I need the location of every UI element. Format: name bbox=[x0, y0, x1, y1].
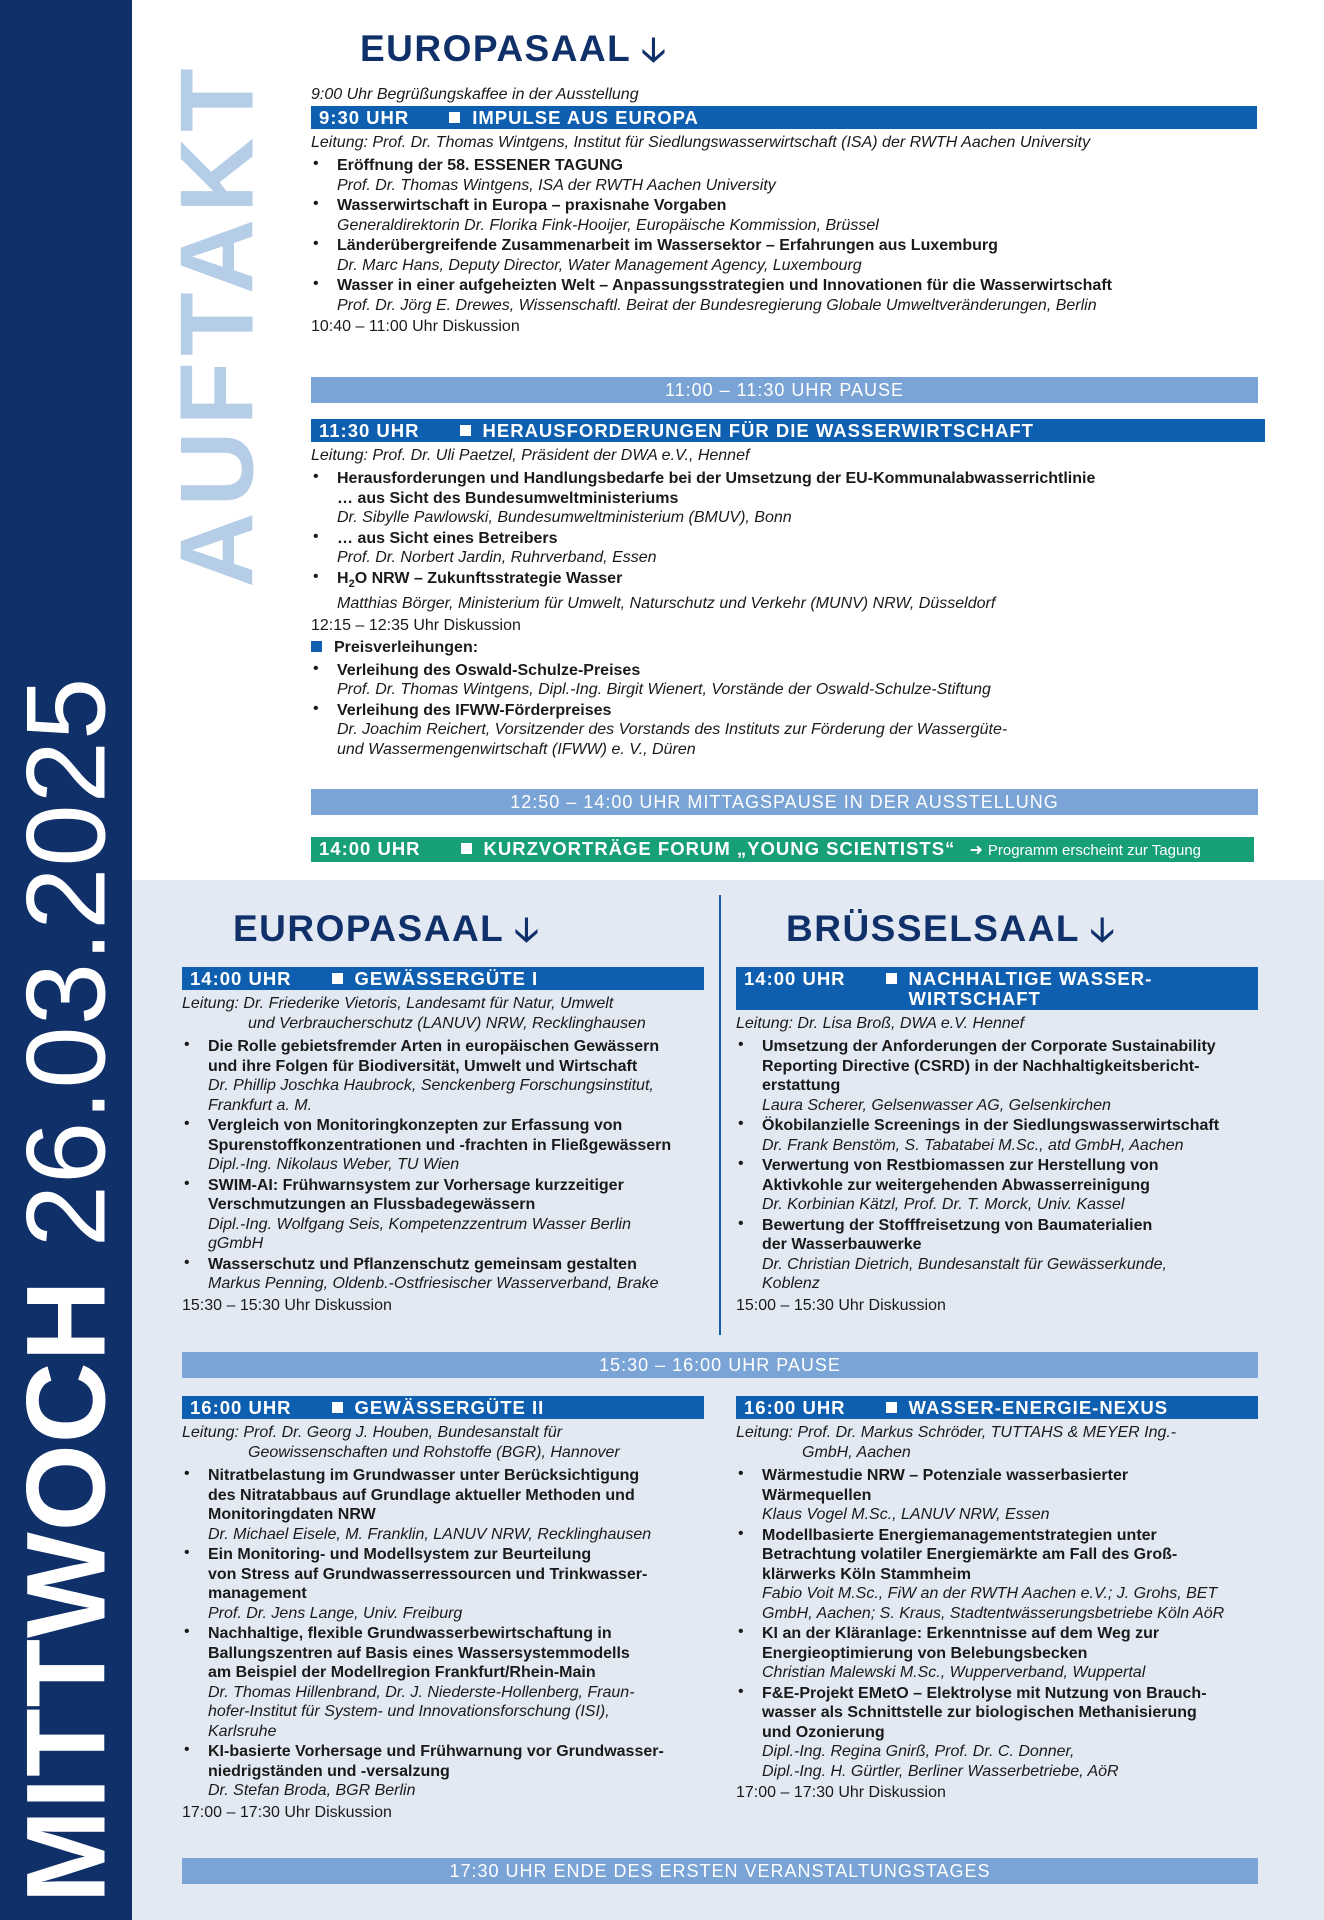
sidebar bbox=[0, 0, 132, 1920]
room-name: BRÜSSELSAAL bbox=[786, 908, 1081, 949]
talk-title: • Nachhaltige, flexible Grundwasserbewirtschaftung in bbox=[208, 1625, 612, 1642]
room-name: EUROPASAAL bbox=[360, 28, 632, 69]
talk-item bbox=[182, 1255, 704, 1294]
session-time: 14:00 UHR bbox=[190, 968, 292, 989]
talk-speaker: GmbH, Aachen; S. Kraus, Stadtentwässerungsbetriebe Köln AöR bbox=[762, 1604, 1225, 1622]
talk-speaker: Dr. Christian Dietrich, Bundesanstalt für Gewässerkunde, bbox=[762, 1255, 1167, 1273]
talk-speaker: Dr. Frank Benstöm, S. Tabatabei M.Sc., atd GmbH, Aachen bbox=[762, 1136, 1184, 1154]
discussion-time: 17:00 – 17:30 Uhr Diskussion bbox=[182, 1803, 392, 1821]
session-chair bbox=[182, 994, 704, 1034]
talk-title: Spurenstoffkonzentrationen und -frachten in Fließgewässern bbox=[208, 1136, 672, 1154]
h2o-h: H bbox=[337, 569, 349, 587]
talk-item bbox=[182, 1037, 704, 1115]
session-time: 14:00 UHR bbox=[744, 968, 846, 989]
talk-title: • Wasserschutz und Pflanzenschutz gemeinsam gestalten bbox=[208, 1255, 637, 1273]
talk-title: • Modellbasierte Energiemanagementstrategien unter bbox=[762, 1526, 1157, 1544]
prize-speaker-cont: und Wassermengenwirtschaft (IFWW) e. V., Düren bbox=[337, 740, 696, 758]
session-chair: Leitung: Dr. Lisa Broß, DWA e.V. Hennef bbox=[736, 1015, 1025, 1032]
h2o-rest: O NRW – Zukunftsstrategie Wasser bbox=[354, 569, 623, 587]
session-bar bbox=[182, 967, 704, 990]
talk-speaker: Dipl.-Ing. Wolfgang Seis, Kompetenzzentrum Wasser Berlin bbox=[208, 1215, 631, 1233]
talk-item bbox=[182, 1742, 704, 1801]
talk-title: und ihre Folgen für Biodiversität, Umwelt und Wirtschaft bbox=[208, 1057, 638, 1075]
sidebar-date-label bbox=[2, 677, 131, 1904]
square-icon bbox=[332, 1402, 343, 1413]
talk-item bbox=[736, 1216, 1258, 1294]
session-time: 9:30 UHR bbox=[319, 107, 410, 128]
talk-title: Betrachtung volatiler Energiemärkte am Fall des Groß- bbox=[762, 1546, 1178, 1563]
program-note: Programm erscheint zur Tagung bbox=[987, 842, 1202, 859]
square-icon bbox=[332, 973, 343, 984]
talk-item bbox=[736, 1684, 1258, 1782]
discussion-time: 12:15 – 12:35 Uhr Diskussion bbox=[311, 616, 521, 634]
talk-title: von Stress auf Grundwasserressourcen und Trinkwasser- bbox=[208, 1565, 648, 1583]
session-bar bbox=[736, 1396, 1258, 1419]
session-time: 11:30 UHR bbox=[319, 420, 420, 441]
talk-speaker: Prof. Dr. Thomas Wintgens, ISA der RWTH Aachen University bbox=[337, 176, 776, 194]
talk-speaker: Matthias Börger, Ministerium für Umwelt, Naturschutz und Verkehr (MUNV) NRW, Düsseldorf bbox=[337, 595, 996, 613]
talk-speaker: Koblenz bbox=[762, 1275, 820, 1292]
talk-speaker: Dipl.-Ing. Nikolaus Weber, TU Wien bbox=[208, 1156, 460, 1173]
talk-speaker: Dr. Michael Eisele, M. Franklin, LANUV NRW, Recklinghausen bbox=[208, 1525, 652, 1543]
session-chair bbox=[182, 1423, 704, 1463]
talk-speaker: Dipl.-Ing. Regina Gnirß, Prof. Dr. C. Donner, bbox=[762, 1743, 1075, 1760]
chair-line: Leitung: Prof. Dr. Markus Schröder, TUTTAHS & MEYER Ing.- bbox=[736, 1424, 1177, 1441]
weekday: MITTWOCH bbox=[3, 1279, 129, 1904]
talk-item bbox=[311, 236, 1257, 275]
talk-title: • Ökobilanzielle Screenings in der Siedlungswasserwirtschaft bbox=[762, 1117, 1220, 1134]
talk-title: Reporting Directive (CSRD) in der Nachhaltigkeitsbericht- bbox=[762, 1057, 1200, 1075]
talk-speaker: Generaldirektorin Dr. Florika Fink-Hooijer, Europäische Kommission, Brüssel bbox=[337, 216, 879, 234]
talk-list bbox=[311, 469, 1265, 614]
session-chair: Leitung: Prof. Dr. Thomas Wintgens, Institut für Siedlungswasserwirtschaft (ISA) der RWTH Aachen University bbox=[311, 134, 1091, 151]
session-time: 16:00 UHR bbox=[190, 1397, 292, 1418]
talk-item bbox=[311, 469, 1265, 528]
talk-title: • Eröffnung der 58. ESSENER TAGUNG bbox=[337, 157, 623, 174]
talk-speaker: Dipl.-Ing. H. Gürtler, Berliner Wasserbetriebe, AöR bbox=[762, 1762, 1119, 1780]
chair-line: Leitung: Dr. Friederike Vietoris, Landesamt für Natur, Umwelt bbox=[182, 995, 614, 1012]
talk-item bbox=[311, 156, 1257, 195]
talk-item bbox=[311, 196, 1257, 235]
talk-title: • Die Rolle gebietsfremder Arten in europäischen Gewässern bbox=[208, 1038, 660, 1055]
event-date: 26.03.2025 bbox=[3, 676, 129, 1248]
talk-title: der Wasserbauwerke bbox=[762, 1236, 922, 1253]
talk-title: des Nitratabbaus auf Grundlage aktueller Methoden und bbox=[208, 1486, 635, 1504]
prize-title: • Verleihung des Oswald-Schulze-Preises bbox=[337, 661, 641, 679]
talk-speaker: Dr. Marc Hans, Deputy Director, Water Management Agency, Luxembourg bbox=[337, 256, 862, 274]
talk-list bbox=[736, 1037, 1258, 1294]
talk-title: • Wasser in einer aufgeheizten Welt – Anpassungsstrategien und Innovationen für die Wasserwirtschaft bbox=[337, 277, 1112, 294]
welcome-coffee: 9:00 Uhr Begrüßungskaffee in der Ausstellung bbox=[311, 86, 639, 103]
square-icon bbox=[886, 973, 897, 984]
prize-speaker: Prof. Dr. Thomas Wintgens, Dipl.-Ing. Birgit Wienert, Vorstände der Oswald-Schulze-Stiftung bbox=[337, 681, 991, 699]
session-bar bbox=[182, 1396, 704, 1419]
talk-speaker: Prof. Dr. Norbert Jardin, Ruhrverband, Essen bbox=[337, 549, 657, 566]
talk-title: • Bewertung der Stofffreisetzung von Baumaterialien bbox=[762, 1216, 1153, 1234]
talk-title: • … aus Sicht eines Betreibers bbox=[337, 529, 558, 547]
talk-item bbox=[182, 1176, 704, 1254]
talk-item bbox=[311, 529, 1265, 568]
talk-title: • Herausforderungen und Handlungsbedarfe bei der Umsetzung der EU-Kommunalabwasserrichtlinie bbox=[337, 470, 1096, 487]
talk-title: • Wasserwirtschaft in Europa – praxisnahe Vorgaben bbox=[337, 197, 727, 214]
chair-line: und Verbraucherschutz (LANUV) NRW, Recklinghausen bbox=[248, 1015, 646, 1032]
auftakt-label: AUFTAKT bbox=[159, 62, 276, 588]
talk-speaker: Frankfurt a. M. bbox=[208, 1096, 313, 1114]
chair-line: Geowissenschaften und Rohstoffe (BGR), Hannover bbox=[248, 1444, 620, 1461]
arrow-down-icon: 🡣 bbox=[514, 911, 541, 949]
talk-title: • Verwertung von Restbiomassen zur Herstellung von bbox=[762, 1157, 1159, 1174]
prize-speaker: Dr. Joachim Reichert, Vorsitzender des Vorstands des Instituts zur Förderung der Wassergüte- bbox=[337, 721, 1008, 739]
young-scientists-bar bbox=[311, 837, 1254, 862]
talk-item bbox=[182, 1466, 704, 1544]
talk-item bbox=[736, 1116, 1258, 1155]
talk-title: • Ein Monitoring- und Modellsystem zur Beurteilung bbox=[208, 1546, 592, 1563]
talk-item bbox=[182, 1116, 704, 1175]
session-chair: Leitung: Prof. Dr. Uli Paetzel, Präsident der DWA e.V., Hennef bbox=[311, 447, 750, 464]
arrow-right-icon: ➜ bbox=[969, 842, 984, 859]
session-bar-impulse bbox=[311, 106, 1257, 129]
talk-item bbox=[311, 569, 1265, 614]
talk-title: am Beispiel der Modellregion Frankfurt/Rhein-Main bbox=[208, 1664, 596, 1681]
talk-title: Monitoringdaten NRW bbox=[208, 1506, 376, 1523]
session-gewaesserguete-1 bbox=[182, 967, 704, 1316]
talk-list bbox=[182, 1037, 704, 1294]
talk-speaker: hofer-Institut für System- und Innovationsforschung (ISI), bbox=[208, 1703, 610, 1720]
talk-title: • Vergleich von Monitoringkonzepten zur Erfassung von bbox=[208, 1117, 623, 1134]
prize-title: • Verleihung des IFWW-Förderpreises bbox=[337, 701, 612, 719]
arrow-down-icon: 🡣 bbox=[1090, 911, 1116, 949]
talk-title: wasser als Schnittstelle zur biologischen Methanisierung bbox=[762, 1704, 1197, 1721]
session-title: GEWÄSSERGÜTE II bbox=[354, 1397, 545, 1418]
talk-speaker: Prof. Dr. Jörg E. Drewes, Wissenschaftl. Beirat der Bundesregierung Globale Umweltveränderungen, Berlin bbox=[337, 296, 1097, 314]
talk-item bbox=[736, 1526, 1258, 1624]
morning-program bbox=[311, 86, 1257, 337]
discussion-time: 15:30 – 15:30 Uhr Diskussion bbox=[182, 1296, 392, 1314]
discussion-time: 10:40 – 11:00 Uhr Diskussion bbox=[311, 318, 520, 335]
talk-speaker: Dr. Thomas Hillenbrand, Dr. J. Niederste-Hollenberg, Fraun- bbox=[208, 1683, 635, 1701]
talk-title: niedrigständen und -versalzung bbox=[208, 1762, 450, 1780]
pause-bar: 11:00 – 11:30 UHR PAUSE bbox=[311, 377, 1258, 403]
session-title: GEWÄSSERGÜTE I bbox=[354, 968, 539, 989]
talk-speaker: Fabio Voit M.Sc., FiW an der RWTH Aachen e.V.; J. Grohs, BET bbox=[762, 1585, 1218, 1602]
prizes-label-text: Preisverleihungen: bbox=[334, 638, 479, 656]
talk-title-cont: … aus Sicht des Bundesumweltministeriums bbox=[337, 489, 679, 507]
talk-title: Ballungszentren auf Basis eines Wassersystemmodells bbox=[208, 1644, 630, 1662]
talk-speaker: gGmbH bbox=[208, 1235, 264, 1252]
room-name: EUROPASAAL bbox=[233, 908, 505, 949]
square-icon bbox=[886, 1402, 897, 1413]
talk-title: erstattung bbox=[762, 1077, 841, 1094]
talk-speaker: Markus Penning, Oldenb.-Ostfriesischer Wasserverband, Brake bbox=[208, 1275, 659, 1292]
discussion-time: 17:00 – 17:30 Uhr Diskussion bbox=[736, 1784, 946, 1801]
talk-item bbox=[311, 276, 1257, 315]
pause-bar-2: 15:30 – 16:00 UHR PAUSE bbox=[182, 1352, 1258, 1378]
arrow-down-icon: 🡣 bbox=[641, 31, 668, 69]
session-wasser-energie-nexus bbox=[736, 1396, 1258, 1803]
talk-title: und Ozonierung bbox=[762, 1723, 885, 1741]
lunch-bar: 12:50 – 14:00 UHR MITTAGSPAUSE IN DER AUSSTELLUNG bbox=[311, 789, 1258, 815]
square-icon bbox=[460, 425, 471, 436]
talk-title: • KI-basierte Vorhersage und Frühwarnung vor Grundwasser- bbox=[208, 1743, 664, 1760]
session-gewaesserguete-2 bbox=[182, 1396, 704, 1823]
session-title: WASSER-ENERGIE-NEXUS bbox=[908, 1397, 1169, 1418]
talk-list bbox=[736, 1466, 1258, 1781]
session-challenges bbox=[311, 419, 1265, 760]
column-divider bbox=[719, 895, 721, 1335]
session-title: IMPULSE AUS EUROPA bbox=[472, 107, 699, 128]
talk-title: • SWIM-AI: Frühwarnsystem zur Vorhersage kurzzeitiger bbox=[208, 1176, 624, 1194]
chair-line: GmbH, Aachen bbox=[802, 1444, 911, 1461]
session-time: 14:00 UHR bbox=[319, 838, 421, 859]
title-line: WIRTSCHAFT bbox=[908, 988, 1041, 1009]
talk-title: Aktivkohle zur weitergehenden Abwasserreinigung bbox=[762, 1176, 1150, 1194]
talk-item bbox=[182, 1545, 704, 1623]
talk-speaker: Klaus Vogel M.Sc., LANUV NRW, Essen bbox=[762, 1506, 1050, 1523]
session-chair bbox=[736, 1423, 1258, 1463]
session-title: HERAUSFORDERUNGEN FÜR DIE WASSERWIRTSCHAFT bbox=[482, 420, 1034, 441]
session-nachhaltige-wasserwirtschaft bbox=[736, 967, 1258, 1316]
talk-speaker: Laura Scherer, Gelsenwasser AG, Gelsenkirchen bbox=[762, 1096, 1111, 1114]
talk-item bbox=[182, 1624, 704, 1741]
talk-title: Wärmequellen bbox=[762, 1486, 872, 1504]
end-bar: 17:30 UHR ENDE DES ERSTEN VERANSTALTUNGSTAGES bbox=[182, 1858, 1258, 1884]
discussion-time: 15:00 – 15:30 Uhr Diskussion bbox=[736, 1296, 946, 1314]
talk-title: Energieoptimierung von Belebungsbecken bbox=[762, 1644, 1088, 1662]
h2o-sub: 2 bbox=[348, 577, 355, 590]
talk-title: • Umsetzung der Anforderungen der Corporate Sustainability bbox=[762, 1038, 1216, 1055]
talk-speaker: Prof. Dr. Jens Lange, Univ. Freiburg bbox=[208, 1604, 463, 1622]
session-bar-challenges bbox=[311, 419, 1265, 442]
talk-list bbox=[182, 1466, 704, 1801]
talk-speaker: Dr. Phillip Joschka Haubrock, Senckenberg Forschungsinstitut, bbox=[208, 1077, 654, 1094]
prize-list bbox=[311, 661, 1265, 760]
talk-speaker: Dr. Stefan Broda, BGR Berlin bbox=[208, 1782, 416, 1799]
talk-list bbox=[311, 156, 1257, 315]
square-icon bbox=[449, 112, 460, 123]
talk-title: • KI an der Kläranlage: Erkenntnisse auf dem Weg zur bbox=[762, 1625, 1160, 1642]
chair-line: Leitung: Prof. Dr. Georg J. Houben, Bundesanstalt für bbox=[182, 1424, 563, 1441]
talk-item bbox=[736, 1037, 1258, 1115]
talk-title: management bbox=[208, 1585, 307, 1602]
talk-item bbox=[736, 1624, 1258, 1683]
square-icon bbox=[311, 641, 322, 652]
talk-item bbox=[736, 1156, 1258, 1215]
room-heading-europasaal-top bbox=[360, 26, 667, 83]
session-bar bbox=[736, 967, 1258, 1010]
talk-title: • Wärmestudie NRW – Potenziale wasserbasierter bbox=[762, 1467, 1129, 1484]
session-title: KURZVORTRÄGE FORUM „YOUNG SCIENTISTS“ bbox=[483, 838, 956, 859]
prizes-label bbox=[311, 638, 1265, 658]
prize-item bbox=[311, 701, 1265, 760]
room-heading-bruesselsaal bbox=[786, 906, 1116, 963]
talk-title: • Länderübergreifende Zusammenarbeit im Wassersektor – Erfahrungen aus Luxemburg bbox=[337, 237, 998, 254]
session-time: 16:00 UHR bbox=[744, 1397, 846, 1418]
talk-title: • F&E-Projekt EMetO – Elektrolyse mit Nutzung von Brauch- bbox=[762, 1684, 1207, 1702]
talk-title: • Nitratbelastung im Grundwasser unter Berücksichtigung bbox=[208, 1467, 640, 1484]
room-heading-europasaal bbox=[233, 906, 540, 963]
talk-speaker: Christian Malewski M.Sc., Wupperverband, Wuppertal bbox=[762, 1664, 1146, 1681]
talk-item bbox=[736, 1466, 1258, 1525]
session-title bbox=[909, 969, 1179, 1009]
prize-item bbox=[311, 661, 1265, 700]
talk-title bbox=[337, 569, 1265, 595]
talk-speaker: Dr. Sibylle Pawlowski, Bundesumweltministerium (BMUV), Bonn bbox=[337, 509, 792, 526]
talk-title: klärwerks Köln Stammheim bbox=[762, 1565, 971, 1583]
talk-speaker: Karlsruhe bbox=[208, 1722, 277, 1740]
talk-speaker: Dr. Korbinian Kätzl, Prof. Dr. T. Morck, Univ. Kassel bbox=[762, 1196, 1125, 1213]
title-line: NACHHALTIGE WASSER- bbox=[908, 968, 1153, 989]
square-icon bbox=[461, 843, 472, 854]
talk-title: Verschmutzungen an Flussbadegewässern bbox=[208, 1196, 536, 1213]
